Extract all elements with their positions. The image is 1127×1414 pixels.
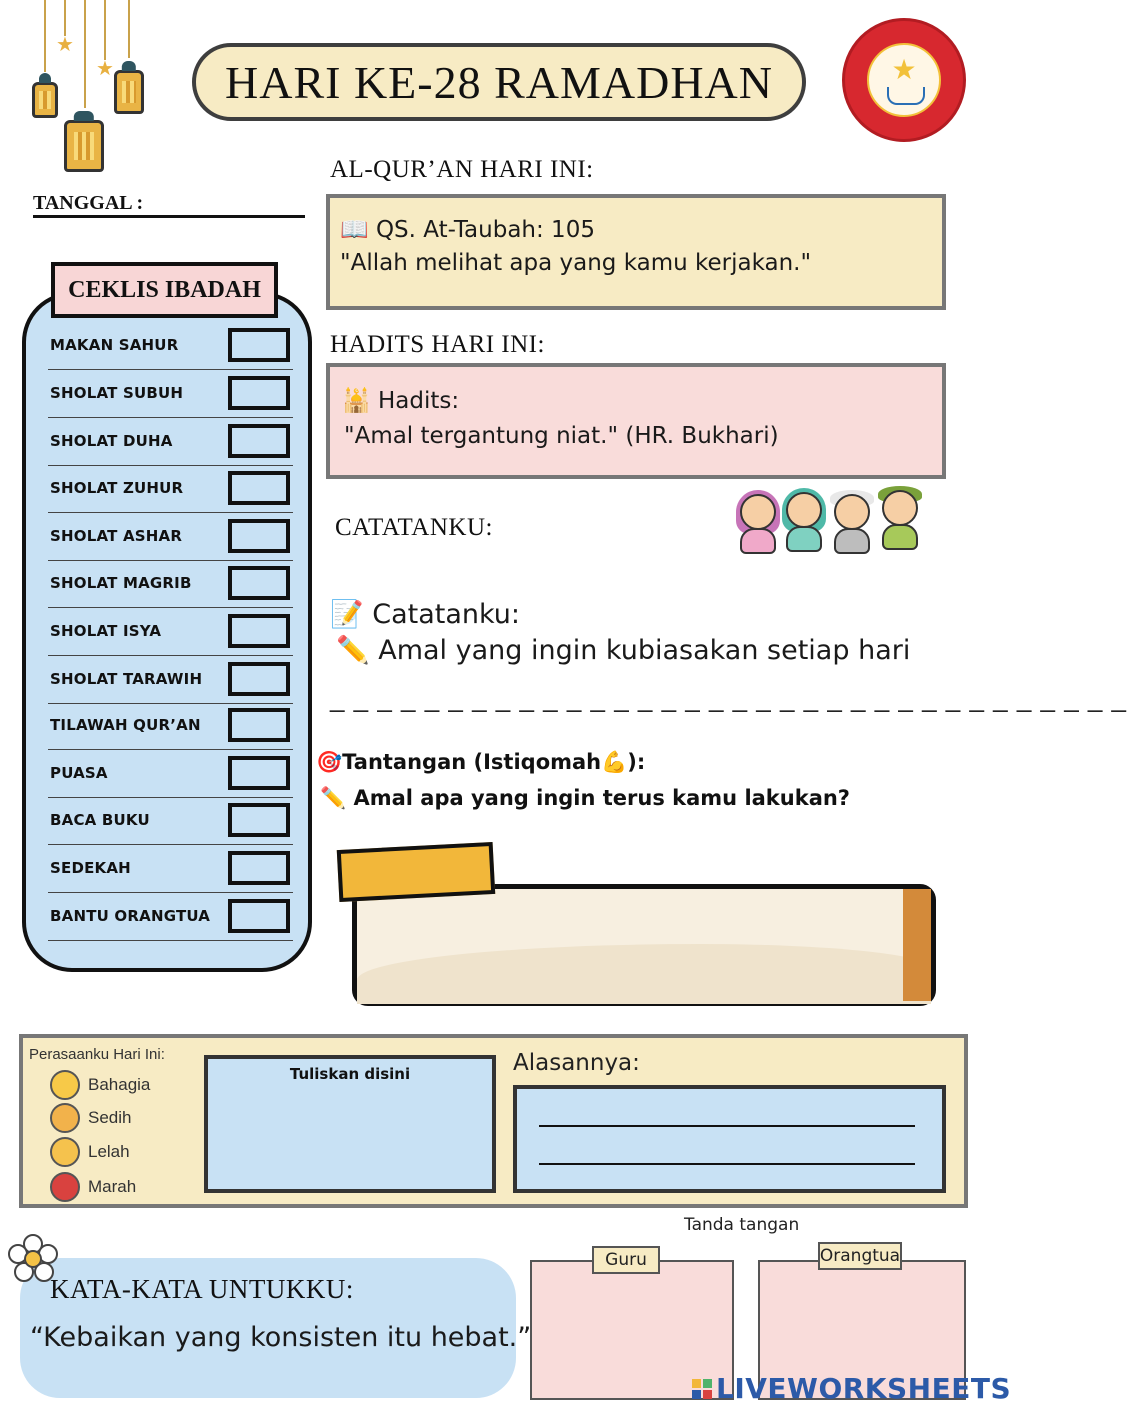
- checklist-checkbox[interactable]: [228, 328, 290, 362]
- feeling-label: Sedih: [88, 1108, 132, 1127]
- checklist-checkbox[interactable]: [228, 614, 290, 648]
- quran-box: [326, 194, 946, 310]
- feeling-write-box[interactable]: [204, 1055, 496, 1193]
- quran-heading: AL-QUR’AN HARI INI:: [330, 156, 594, 183]
- liveworksheets-watermark: [692, 1372, 1011, 1405]
- pencil-icon: ✏️: [320, 786, 347, 810]
- tantangan-label-end: ):: [627, 750, 646, 774]
- checklist-checkbox[interactable]: [228, 899, 290, 933]
- happy-face-icon: [50, 1070, 80, 1100]
- target-icon: 🎯: [316, 750, 343, 774]
- checklist-title: CEKLIS IBADAH: [68, 276, 261, 303]
- checklist-label: SHOLAT ISYA: [50, 622, 162, 640]
- feeling-option: [50, 1137, 130, 1167]
- checklist-row: [48, 750, 293, 798]
- angry-face-icon: [50, 1172, 80, 1202]
- checklist-row: [48, 465, 293, 513]
- checklist-label: SHOLAT ASHAR: [50, 527, 183, 545]
- page-title-banner: [192, 43, 806, 121]
- feeling-option: [50, 1103, 131, 1133]
- checklist-title-box: [51, 262, 278, 318]
- checklist-checkbox[interactable]: [228, 803, 290, 837]
- checklist-label: SEDEKAH: [50, 859, 131, 877]
- feeling-label: Marah: [88, 1177, 137, 1196]
- catatanku-line1: [330, 598, 520, 630]
- checklist-label: BANTU ORANGTUA: [50, 907, 211, 925]
- catatanku-write-line[interactable]: _ _ _ _ _ _ _ _ _ _ _ _ _ _ _ _ _ _ _ _ _ _ _ _ _ _ _ _ _ _ _ _ _ _: [330, 683, 1127, 713]
- checklist-label: MAKAN SAHUR: [50, 336, 179, 354]
- orangtua-tag: Orangtua: [818, 1242, 902, 1270]
- checklist-label: SHOLAT MAGRIB: [50, 574, 192, 592]
- alasan-box[interactable]: [513, 1085, 946, 1193]
- checklist-row: [48, 418, 293, 466]
- kata-title: KATA-KATA UNTUKKU:: [50, 1274, 354, 1304]
- feeling-label: Lelah: [88, 1142, 130, 1161]
- checklist-row: [48, 702, 293, 750]
- checklist-row: [48, 322, 293, 370]
- checklist-checkbox[interactable]: [228, 708, 290, 742]
- quran-ref: QS. At-Taubah: 105: [375, 217, 595, 243]
- school-logo: ★: [842, 18, 966, 142]
- tape-decoration: [337, 842, 496, 902]
- guru-tag: Guru: [592, 1246, 660, 1274]
- checklist-checkbox[interactable]: [228, 519, 290, 553]
- checklist-label: SHOLAT SUBUH: [50, 384, 184, 402]
- checklist-row: [48, 656, 293, 704]
- muscle-icon: 💪: [601, 750, 628, 774]
- feeling-option: [50, 1070, 150, 1100]
- tanggal-label: TANGGAL :: [33, 192, 144, 214]
- catatanku-prompt: Amal yang ingin kubiasakan setiap hari: [378, 635, 911, 666]
- catatanku-label: Catatanku:: [372, 599, 521, 630]
- tired-face-icon: [50, 1137, 80, 1167]
- lantern-decoration: ★ ★: [28, 0, 158, 180]
- checklist-row: [48, 608, 293, 656]
- checklist-checkbox[interactable]: [228, 851, 290, 885]
- checklist-label: SHOLAT ZUHUR: [50, 479, 184, 497]
- feeling-option: [50, 1172, 136, 1202]
- feeling-label: Bahagia: [88, 1075, 151, 1094]
- checklist-checkbox[interactable]: [228, 471, 290, 505]
- checklist-checkbox[interactable]: [228, 566, 290, 600]
- liveworksheets-logo-icon: [692, 1379, 712, 1399]
- memo-icon: 📝: [330, 599, 364, 630]
- feelings-title: Perasaanku Hari Ini:: [29, 1046, 165, 1063]
- hadits-text: "Amal tergantung niat." (HR. Bukhari): [344, 423, 779, 449]
- children-illustration: [736, 490, 926, 554]
- catatanku-line2: [336, 634, 910, 666]
- checklist-checkbox[interactable]: [228, 376, 290, 410]
- alasan-line: [539, 1163, 915, 1165]
- hadits-label-line: [342, 387, 459, 414]
- tantangan-line: [316, 750, 645, 775]
- tantangan-question: Amal apa yang ingin terus kamu lakukan?: [353, 786, 850, 810]
- checklist-row: [48, 513, 293, 561]
- hadits-box: [326, 363, 946, 479]
- checklist-label: SHOLAT TARAWIH: [50, 670, 203, 688]
- checklist-row: [48, 370, 293, 418]
- crying-face-icon: [50, 1103, 80, 1133]
- mosque-icon: 🕌: [342, 388, 371, 414]
- pencil-icon: ✏️: [336, 635, 370, 666]
- checklist-row: [48, 893, 293, 941]
- book-icon: 📖: [340, 217, 369, 243]
- checklist-label: TILAWAH QUR’AN: [50, 716, 201, 734]
- checklist-label: PUASA: [50, 764, 108, 782]
- checklist-row: [48, 560, 293, 608]
- hadits-heading: HADITS HARI INI:: [330, 331, 545, 358]
- watermark-text: LIVEWORKSHEETS: [716, 1372, 1012, 1405]
- page-title: HARI KE-28 RAMADHAN: [225, 56, 773, 108]
- checklist-row: [48, 845, 293, 893]
- catatanku-heading: CATATANKU:: [335, 514, 493, 541]
- checklist-checkbox[interactable]: [228, 424, 290, 458]
- kata-text: “Kebaikan yang konsisten itu hebat.”: [30, 1322, 532, 1353]
- signature-label: Tanda tangan: [684, 1215, 800, 1235]
- quran-ref-line: [340, 216, 595, 243]
- tantangan-label: Tantangan (Istiqomah: [342, 750, 602, 774]
- checklist-checkbox[interactable]: [228, 756, 290, 790]
- quran-text: "Allah melihat apa yang kamu kerjakan.": [340, 250, 812, 276]
- tanggal-input-line[interactable]: [33, 215, 305, 218]
- tantangan-question-line: [320, 786, 850, 811]
- alasan-line: [539, 1125, 915, 1127]
- checklist-label: BACA BUKU: [50, 811, 150, 829]
- checklist-label: SHOLAT DUHA: [50, 432, 173, 450]
- alasan-label: Alasannya:: [513, 1050, 640, 1076]
- tantangan-answer-box[interactable]: [352, 884, 936, 1006]
- write-label: Tuliskan disini: [289, 1065, 411, 1083]
- hadits-label: Hadits:: [377, 388, 460, 414]
- checklist-checkbox[interactable]: [228, 662, 290, 696]
- checklist-row: [48, 797, 293, 845]
